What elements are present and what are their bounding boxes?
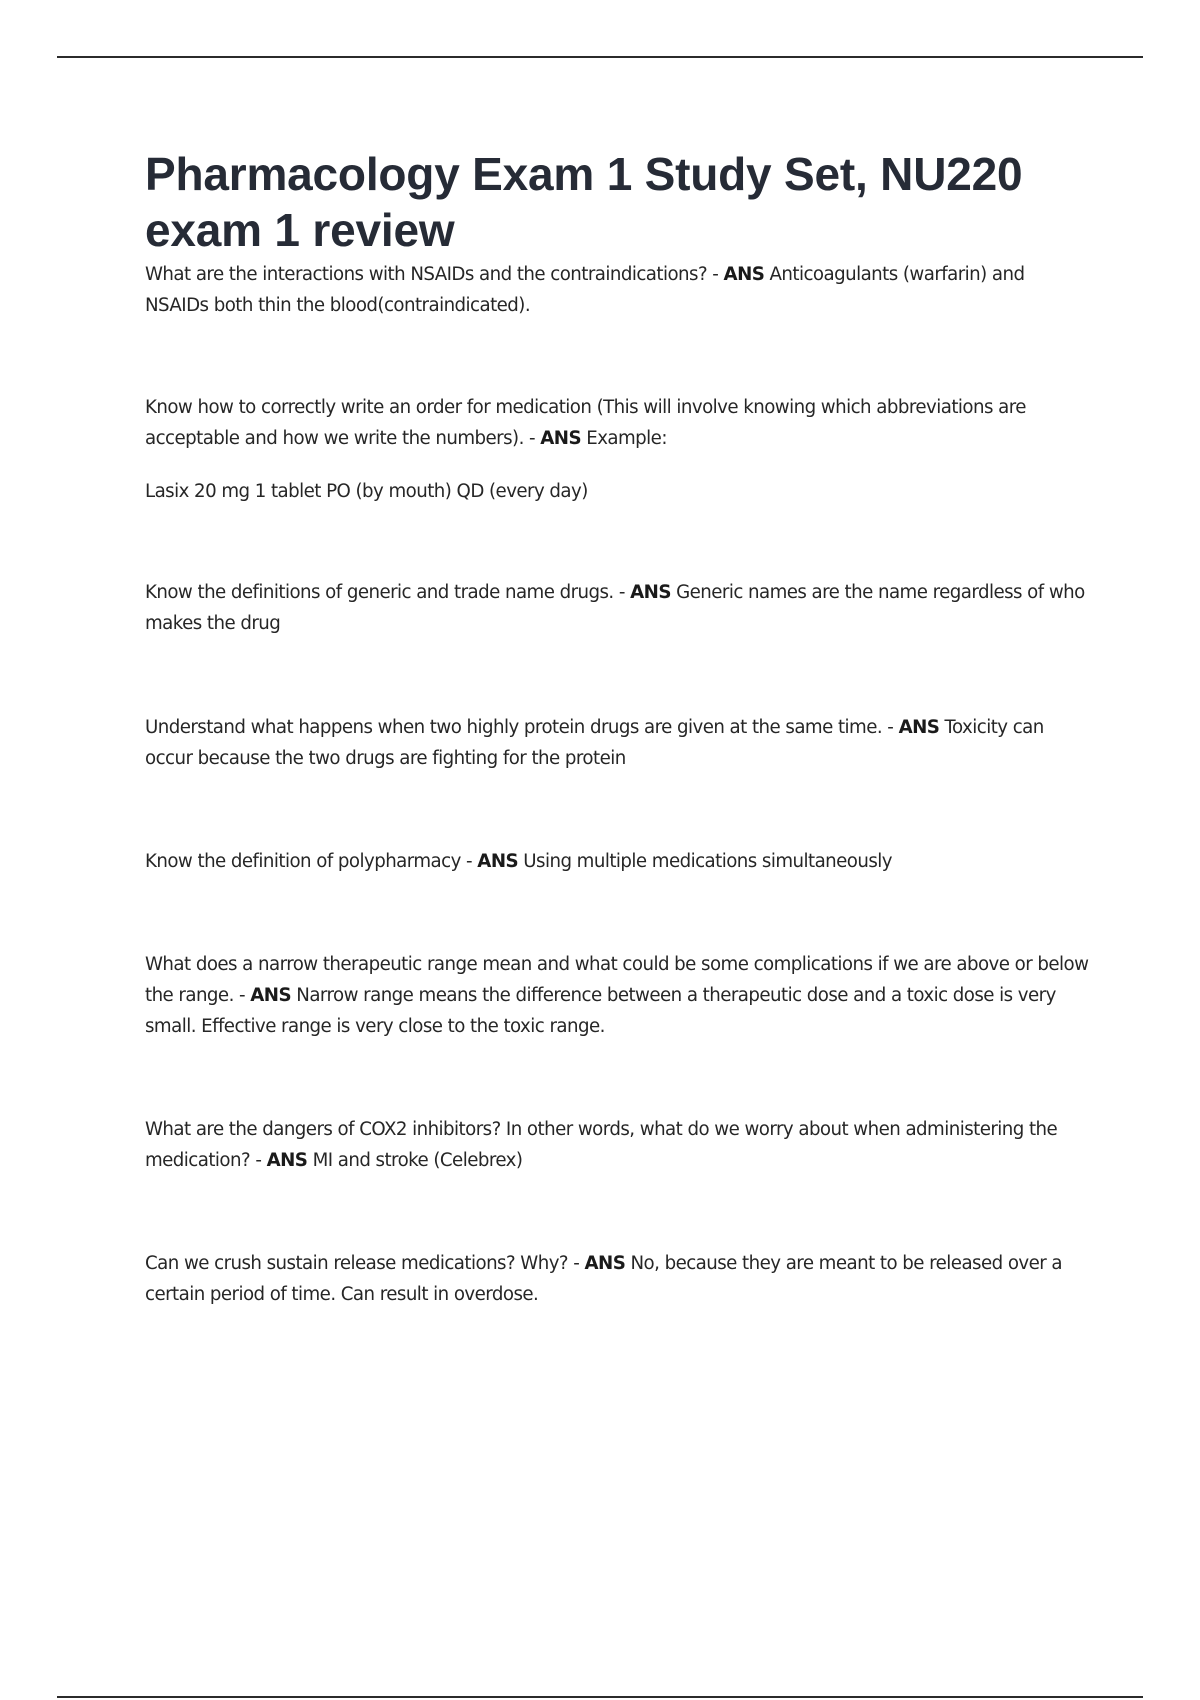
answer-marker: ANS	[477, 851, 519, 872]
answer-marker: ANS	[584, 1253, 626, 1274]
answer-text: Toxicity can occur because the two drugs are fighting for the protein	[145, 717, 1044, 769]
answer-marker: ANS	[540, 428, 582, 449]
answer-text: No, because they are meant to be released over a certain period of time. Can result in overdose.	[145, 1253, 1063, 1305]
qa-item	[145, 1248, 1090, 1310]
question-text: Know the definition of polypharmacy -	[145, 851, 473, 872]
qa-item	[145, 577, 1090, 639]
answer-text: Using multiple medications simultaneously	[523, 851, 892, 872]
question-text: Know how to correctly write an order for medication (This will involve knowing which abbreviations are acceptable and how we write the numbers). -	[145, 397, 1026, 449]
bottom-rule	[57, 1696, 1143, 1698]
question-text: Can we crush sustain release medications? Why? -	[145, 1253, 580, 1274]
answer-marker: ANS	[630, 582, 671, 603]
qa-item	[145, 392, 1090, 454]
answer-marker: ANS	[723, 264, 765, 285]
qa-item	[145, 712, 1090, 774]
question-text: Understand what happens when two highly protein drugs are given at the same time. -	[145, 717, 894, 738]
answer-text: Narrow range means the difference between a therapeutic dose and a toxic dose is very small. Effective range is very close to the toxic range.	[145, 985, 1056, 1037]
qa-item	[145, 1114, 1090, 1176]
answer-text: Anticoagulants (warfarin) and NSAIDs both thin the blood(contraindicated).	[145, 264, 1025, 316]
answer-marker: ANS	[898, 717, 940, 738]
answer-text: Generic names are the name regardless of who makes the drug	[145, 582, 1085, 634]
answer-marker: ANS	[266, 1150, 308, 1171]
document-body	[145, 146, 1090, 1310]
top-rule	[57, 56, 1143, 58]
document-title: Pharmacology Exam 1 Study Set, NU220 exam 1 review	[145, 148, 1023, 256]
question-text: What does a narrow therapeutic range mean and what could be some complications if we are above or below the range. -	[145, 954, 1089, 1006]
question-text: What are the interactions with NSAIDs and the contraindications? -	[145, 264, 719, 285]
qa-item	[145, 259, 1090, 321]
qa-item	[145, 949, 1090, 1042]
question-text: Know the definitions of generic and trade name drugs. -	[145, 582, 625, 603]
answer-text: MI and stroke (Celebrex)	[312, 1150, 523, 1171]
answer-text: Example:	[586, 428, 667, 449]
question-text: What are the dangers of COX2 inhibitors? In other words, what do we worry about when administering the medication? -	[145, 1119, 1058, 1171]
qa-item	[145, 846, 1090, 877]
answer-marker: ANS	[250, 985, 292, 1006]
answer-example: Lasix 20 mg 1 tablet PO (by mouth) QD (every day)	[145, 481, 588, 502]
